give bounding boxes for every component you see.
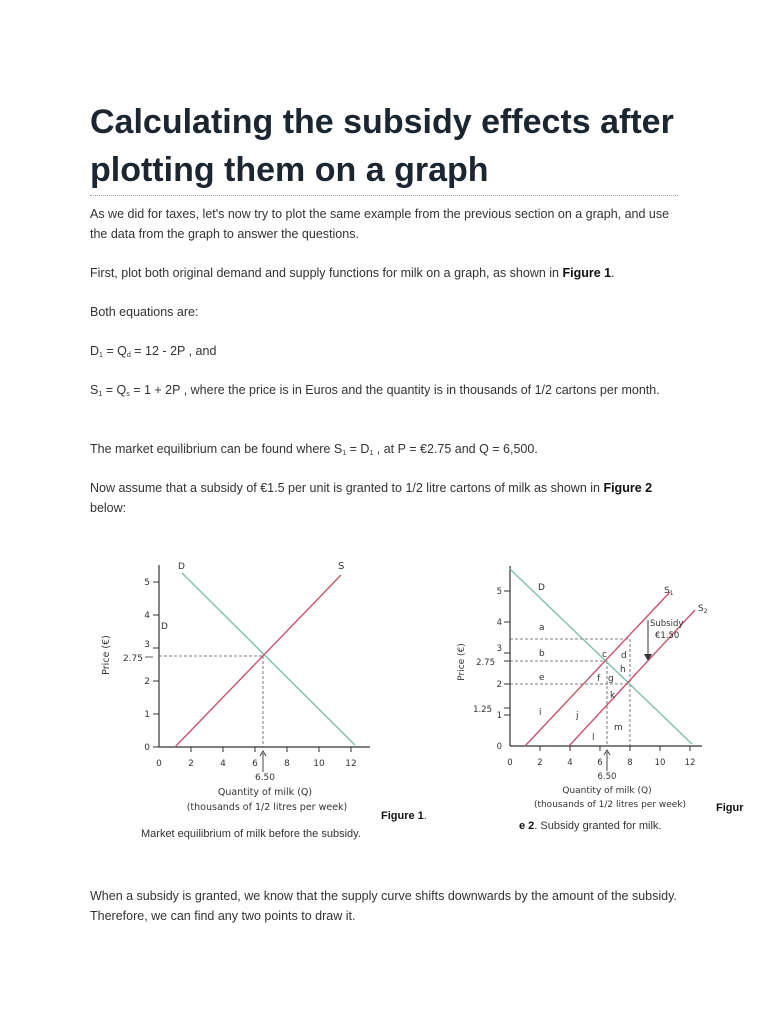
fig2-xtick: 2 (537, 758, 543, 768)
fig2-area-label: c (602, 650, 607, 660)
fig2-ytick: 3 (496, 644, 502, 654)
fig2-xtick: 12 (684, 758, 696, 768)
fig2-area-label: d (621, 651, 627, 661)
figure1-caption-label: Figure 1. (381, 810, 427, 822)
fig2-demand-label: D (538, 583, 545, 593)
supply-equation: $S_1 = Q_s = 1 + 2P$ , where the price is in Euros and the quantity is in thousands of 1/2 cartons per month. (90, 383, 660, 398)
fig2-area-label: l (592, 733, 595, 743)
fig1-demand-label: D (178, 562, 185, 572)
fig2-ytick: 0 (496, 742, 502, 752)
figure1-intro-paragraph: First, plot both original demand and supply functions for milk on a graph, as shown in Figure 1. (90, 266, 615, 280)
fig2-low-price-label: 1.25 (473, 705, 492, 715)
equilibrium-paragraph: The market equilibrium can be found where $S_1 = D_1$ , at P = €2.75 and Q = 6,500. (90, 442, 538, 457)
fig2-supply-curve-s1 (525, 592, 670, 746)
fig1-x-axis-title: Quantity of milk (Q) (217, 787, 313, 798)
fig2-xtick: 8 (627, 758, 633, 768)
fig2-area-label: a (539, 623, 545, 633)
fig2-ytick: 1 (496, 711, 502, 721)
fig2-ytick: 2 (496, 680, 502, 690)
fig1-xtick: 8 (284, 759, 290, 769)
fig1-ytick: 4 (144, 611, 150, 621)
figure2-caption-head: Figur (716, 802, 744, 814)
intro-paragraph: As we did for taxes, let's now try to plot the same example from the previous section on a graph, and use the data from the graph to answer the questions. (90, 207, 670, 241)
figure1-reference: Figure 1 (562, 266, 612, 280)
fig2-area-label: i (539, 708, 542, 718)
page-title: Calculating the subsidy effects after plotting them on a graph (90, 103, 674, 189)
fig2-area-label: b (539, 649, 545, 659)
fig1-xtick: 6 (252, 759, 258, 769)
figure2-caption: e 2. Subsidy granted for milk. (519, 820, 662, 832)
fig2-s1-label: $S_1$ (664, 586, 674, 597)
fig2-y-axis-title: Price (€) (457, 643, 467, 681)
fig1-xtick: 12 (345, 759, 357, 769)
fig1-xtick: 2 (188, 759, 194, 769)
fig2-area-label: m (614, 723, 623, 733)
fig2-subsidy-value: €1.50 (655, 631, 680, 641)
fig2-xtick: 10 (654, 758, 666, 768)
fig1-eq-quantity-label: 6.50 (254, 773, 276, 783)
figure2-graph (452, 560, 727, 818)
fig2-xtick: 4 (567, 758, 573, 768)
fig1-demand-axis-label: D (161, 622, 168, 632)
title-divider (90, 195, 678, 196)
fig1-eq-price-label: 2.75 (122, 654, 143, 664)
fig2-ytick: 5 (496, 587, 502, 597)
fig2-area-label: j (576, 711, 579, 721)
fig2-ytick: 4 (496, 618, 502, 628)
fig1-xtick: 10 (313, 759, 325, 769)
fig1-y-axis-title: Price (€) (101, 635, 112, 675)
fig2-eq-price-label: 2.75 (476, 658, 495, 668)
fig2-subsidy-label: Subsidy (650, 619, 684, 629)
fig1-xtick: 4 (220, 759, 226, 769)
fig1-supply-curve (175, 575, 341, 747)
fig2-area-label: k (610, 691, 616, 701)
fig1-ytick: 2 (144, 677, 150, 687)
demand-equation: $D_1 = Q_d = 12 - 2P$ , and (90, 344, 217, 359)
closing-paragraph: When a subsidy is granted, we know that the supply curve shifts downwards by the amount of the subsidy. Therefore, we can find any two points to draw it. (90, 889, 677, 923)
fig1-supply-label: S (338, 561, 345, 572)
fig1-ytick: 3 (144, 640, 150, 650)
figure1-caption: Market equilibrium of milk before the subsidy. (141, 828, 361, 840)
fig2-x-axis-title: Quantity of milk (Q) (562, 786, 652, 796)
fig1-ytick: 0 (144, 743, 150, 753)
fig1-xtick: 0 (156, 759, 162, 769)
fig2-x-axis-subtitle: (thousands of 1/2 litres per week) (533, 800, 687, 810)
fig2-area-label: f (597, 674, 601, 684)
subsidy-paragraph: Now assume that a subsidy of €1.5 per unit is granted to 1/2 litre cartons of milk as shown in Figure 2 below: (90, 481, 653, 515)
fig2-area-label: h (620, 665, 626, 675)
fig1-x-axis-subtitle: (thousands of 1/2 litres per week) (186, 802, 348, 813)
fig2-area-label: e (539, 673, 545, 683)
fig2-xtick: 6 (597, 758, 603, 768)
fig2-area-label: g (608, 674, 614, 684)
figure1-graph (95, 555, 385, 820)
fig1-ytick: 1 (144, 710, 150, 720)
fig1-demand-curve (182, 573, 355, 745)
fig2-xtick: 0 (507, 758, 513, 768)
fig2-s2-label: $S_2$ (698, 604, 708, 615)
figure2-reference: Figure 2 (603, 481, 653, 495)
fig2-eq-quantity-label: 6.50 (597, 772, 617, 782)
equations-intro: Both equations are: (90, 305, 199, 319)
fig1-ytick: 5 (144, 578, 150, 588)
